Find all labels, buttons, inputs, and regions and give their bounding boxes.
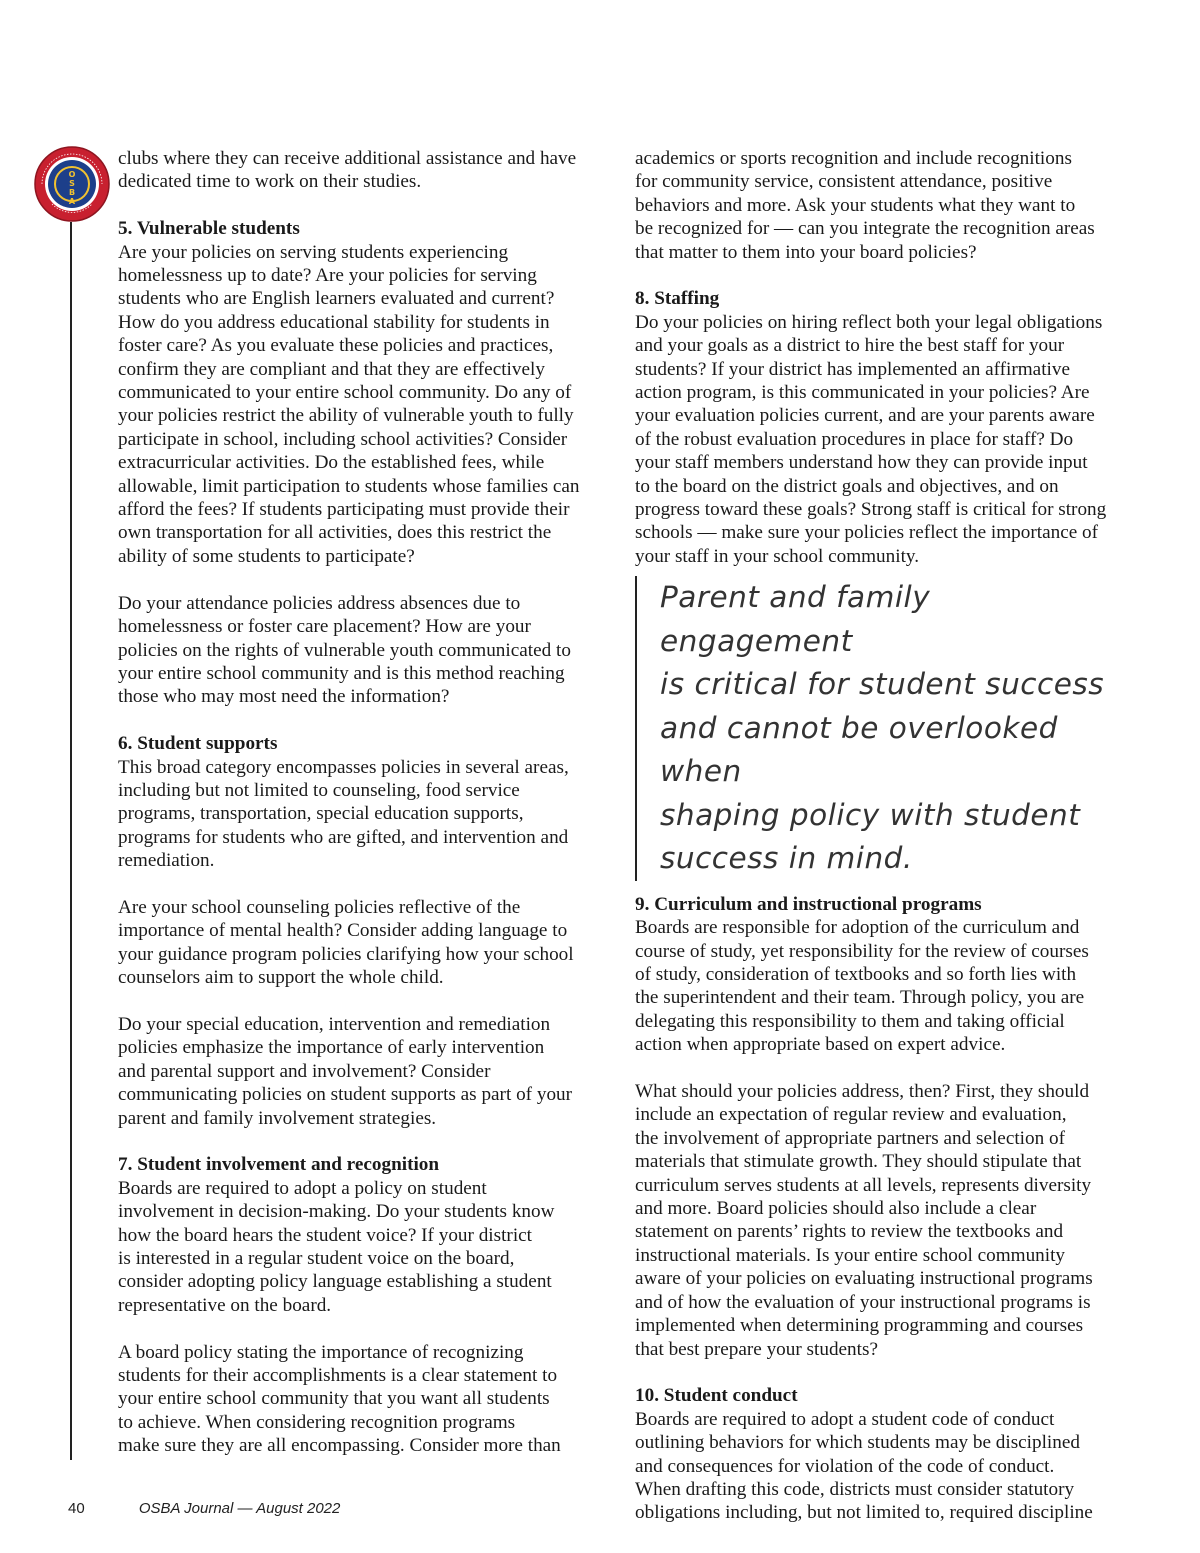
section-6-paragraph-2: Are your school counseling policies reflective of the importance of mental health? Consider adding language to your guidance program policies clarifying how your school counselors aim to support the whole child. xyxy=(118,896,574,989)
section-6-paragraph-1: This broad category encompasses policies in several areas, including but not limited to counseling, food service programs, transportation, special education supports, programs for students who are gifted, and intervention and remediation. xyxy=(118,756,569,872)
page-footer xyxy=(68,1500,340,1517)
section-9-heading: 9. Curriculum and instructional programs xyxy=(635,893,982,915)
pull-quote: Parent and family engagement is critical for student success and cannot be overlooked when shaping policy with student success in mind. xyxy=(635,576,1131,881)
section-7-paragraph-2: A board policy stating the importance of recognizing students for their accomplishments is a clear statement to your entire school community that you want all students to achieve. When considering recognition programs make sure they are all encompassing. Consider more than xyxy=(118,1341,561,1457)
section-9-paragraph-2: What should your policies address, then? First, they should include an expectation of regular review and evaluation, the involvement of appropriate partners and selection of materials that stimulate growth. They should stipulate that curriculum serves students at all levels, represents diversity and more. Board policies should also include a clear statement on parents’ rights to review the textbooks and instructional materials. Is your entire school community aware of your policies on evaluating instructional programs and of how the evaluation of your instructional programs is implemented when determining programming and courses that best prepare your students? xyxy=(635,1081,1093,1360)
right-intro-paragraph: academics or sports recognition and include recognitions for community service, consistent attendance, positive behaviors and more. Ask your students what they want to be recognized for — can you integrate the recognition areas that matter to them into your board policies? xyxy=(635,148,1095,263)
section-8-paragraph-1: Do your policies on hiring reflect both your legal obligations and your goals as a district to hire the best staff for your students? If your district has implemented an affirmative action program, is this communicated in your policies? Are your evaluation policies current, and are your parents aware of the robust evaluation procedures in place for staff? Do your staff members understand how they can provide input to the board on the district goals and objectives, and on progress toward these goals? Strong staff is critical for strong schools — make sure your policies reflect the importance of your staff in your school community. xyxy=(635,311,1107,567)
section-10-paragraph-1: Boards are required to adopt a student code of conduct outlining behaviors for which students may be disciplined and consequences for violation of the code of conduct. When drafting this code, districts must consider statutory obligations including, but not limited to, required discipline xyxy=(635,1408,1093,1524)
section-6-heading: 6. Student supports xyxy=(118,733,278,755)
section-9-paragraph-1: Boards are responsible for adoption of the curriculum and course of study, yet responsibility for the review of courses of study, consideration of textbooks and so forth lies with the superintendent and their team. Through policy, you are delegating this responsibility to them and taking official action when appropriate based on expert advice. xyxy=(635,917,1089,1056)
section-10-heading: 10. Student conduct xyxy=(635,1385,798,1407)
section-5-paragraph-2: Do your attendance policies address absences due to homelessness or foster care placement? How are your policies on the rights of vulnerable youth communicated to your entire school community and is this method reaching those who may most need the information? xyxy=(118,592,571,708)
section-5-paragraph-1: Are your policies on serving students experiencing homelessness up to date? Are your policies for serving students who are English learners evaluated and current? How do you address educational stability for students in foster care? As you evaluate these policies and practices, confirm they are compliant and that they are effectively communicated to your entire school community. Do any of your policies restrict the ability of vulnerable youth to fully participate in school, including school activities? Consider extracurricular activities. Do the established fees, while allowable, limit participation to students whose families can afford the fees? If students participating must provide their own transportation for all activities, does this restrict the ability of some students to participate? xyxy=(118,241,580,567)
page-number: 40 xyxy=(68,1500,85,1517)
left-intro-paragraph: clubs where they can receive additional assistance and have dedicated time to work on their studies. xyxy=(118,148,577,193)
svg-text:O: O xyxy=(68,170,76,179)
section-8-heading: 8. Staffing xyxy=(635,288,720,310)
right-column xyxy=(635,147,1131,1525)
margin-rule xyxy=(70,222,72,1460)
svg-text:A: A xyxy=(68,197,76,206)
section-7-heading: 7. Student involvement and recognition xyxy=(118,1154,440,1176)
section-5-heading: 5. Vulnerable students xyxy=(118,218,300,240)
svg-text:B: B xyxy=(68,188,76,197)
section-7-paragraph-1: Boards are required to adopt a policy on student involvement in decision-making. Do your students know how the board hears the student voice? If your district is interested in a regular student voice on the board, consider adopting policy language establishing a student representative on the board. xyxy=(118,1177,555,1316)
left-column xyxy=(118,147,614,1458)
section-6-paragraph-3: Do your special education, intervention and remediation policies emphasize the importance of early intervention and parental support and involvement? Consider communicating policies on student supports as part of your parent and family involvement strategies. xyxy=(118,1013,573,1129)
publication-name: OSBA Journal — August 2022 xyxy=(138,1500,341,1517)
osba-logo-seal xyxy=(32,144,112,224)
svg-text:S: S xyxy=(69,179,75,188)
